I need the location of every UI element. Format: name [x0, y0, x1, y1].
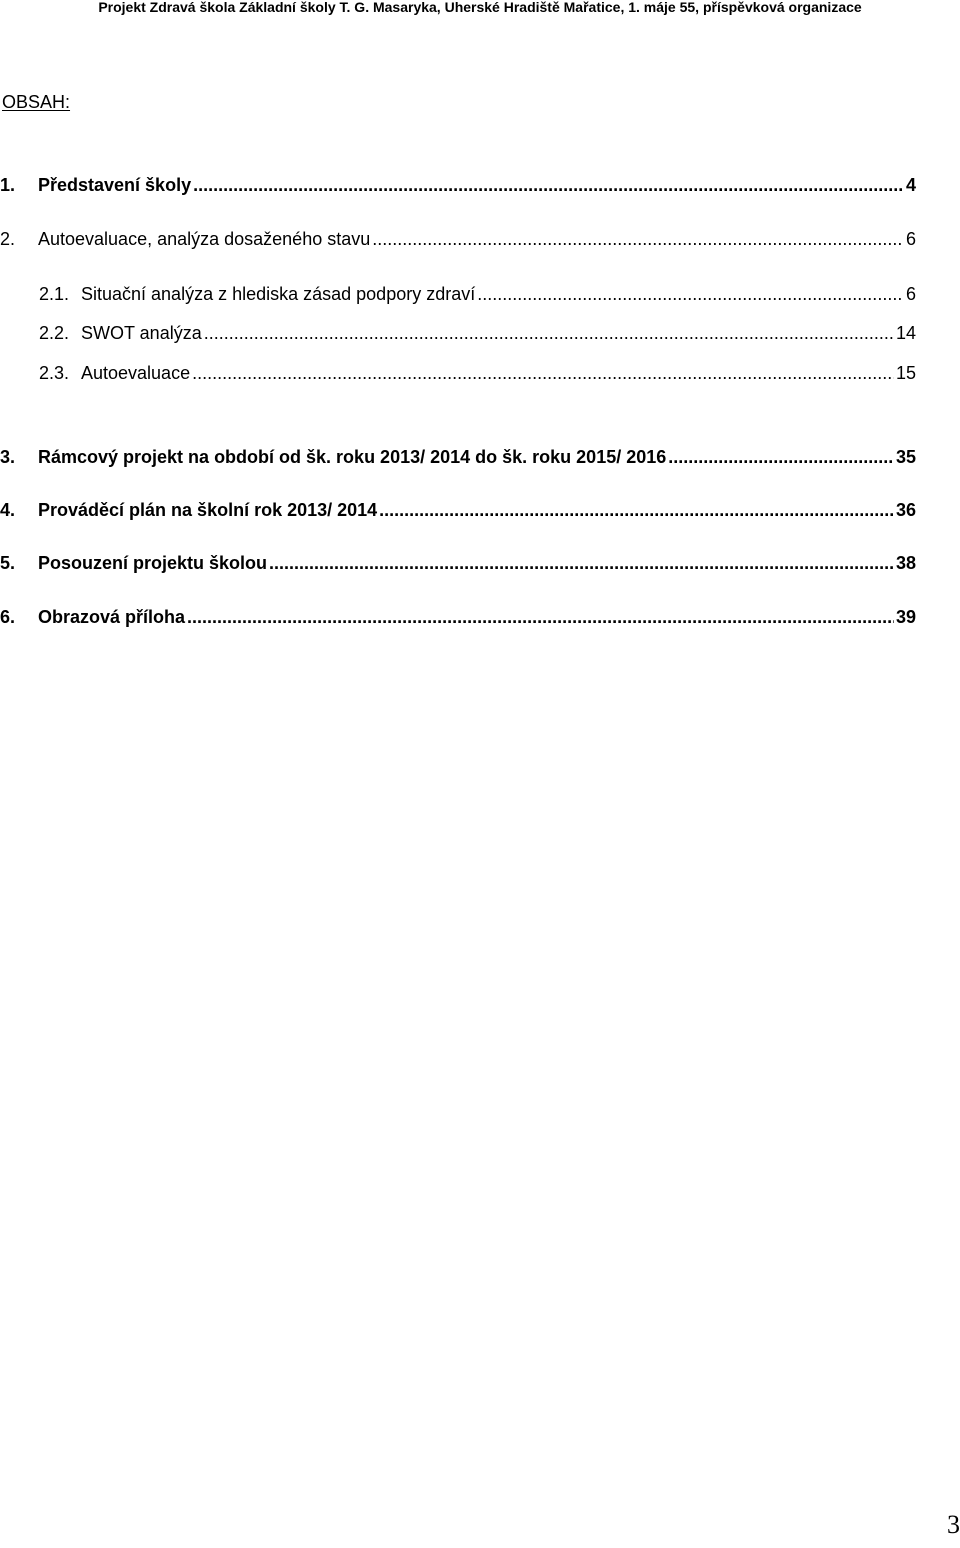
toc-leader-dots	[477, 284, 904, 305]
toc-entry[interactable]	[0, 444, 916, 468]
toc-leader-dots	[372, 229, 904, 250]
toc-entry-title: Autoevaluace	[81, 363, 191, 383]
toc-leader-dots	[192, 363, 894, 384]
toc-entry[interactable]	[0, 550, 916, 574]
toc-entry-number: 2.3.	[39, 363, 70, 383]
toc-entry-page: 6	[905, 284, 916, 304]
toc-entry-page: 6	[905, 229, 916, 249]
toc-entry-title: Rámcový projekt na období od šk. roku 2013/ 2014 do šk. roku 2015/ 2016	[38, 447, 667, 467]
toc-entry-number: 5.	[0, 553, 16, 573]
toc-entry-number: 2.1.	[39, 284, 70, 304]
toc-subentry[interactable]	[0, 281, 916, 305]
toc-entry-number: 2.	[0, 229, 16, 249]
toc-entry-number: 2.2.	[39, 323, 70, 343]
toc-entry[interactable]	[0, 226, 916, 250]
toc-entry-page: 15	[895, 363, 916, 383]
toc-leader-dots	[193, 175, 904, 196]
toc-entry-title: Představení školy	[38, 175, 192, 195]
toc-leader-dots	[204, 323, 894, 344]
toc-leader-dots	[668, 447, 894, 468]
toc-subentry[interactable]	[0, 320, 916, 344]
toc-entry[interactable]	[0, 497, 916, 521]
page-number: 3	[947, 1510, 960, 1539]
toc-entry-number: 3.	[0, 447, 16, 467]
toc-entry-title: SWOT analýza	[81, 323, 202, 343]
toc-entry-page: 14	[895, 323, 916, 343]
toc-entry-page: 38	[895, 553, 916, 573]
toc-entry-title: Autoevaluace, analýza dosaženého stavu	[38, 229, 371, 249]
toc-entry-page: 4	[905, 175, 916, 195]
toc-entry-number: 4.	[0, 500, 16, 520]
toc-leader-dots	[187, 607, 894, 628]
running-header: Projekt Zdravá škola Základní školy T. G. Masaryka, Uherské Hradiště Mařatice, 1. máje 55, příspěvková organizace	[98, 0, 862, 15]
toc-entry-page: 39	[895, 607, 916, 627]
toc-leader-dots	[379, 500, 894, 521]
toc-entry-page: 36	[895, 500, 916, 520]
toc-entry-title: Obrazová příloha	[38, 607, 186, 627]
toc-entry[interactable]	[0, 604, 916, 628]
toc-entry[interactable]	[0, 172, 916, 196]
toc-entry-title: Prováděcí plán na školní rok 2013/ 2014	[38, 500, 378, 520]
toc-entry-title: Posouzení projektu školou	[38, 553, 268, 573]
toc-entry-number: 1.	[0, 175, 16, 195]
toc-leader-dots	[269, 553, 894, 574]
toc-entry-title: Situační analýza z hlediska zásad podpory zdraví	[81, 284, 476, 304]
toc-heading: OBSAH:	[2, 92, 71, 112]
toc-entry-page: 35	[895, 447, 916, 467]
toc-entry-number: 6.	[0, 607, 16, 627]
toc-subentry[interactable]	[0, 360, 916, 384]
